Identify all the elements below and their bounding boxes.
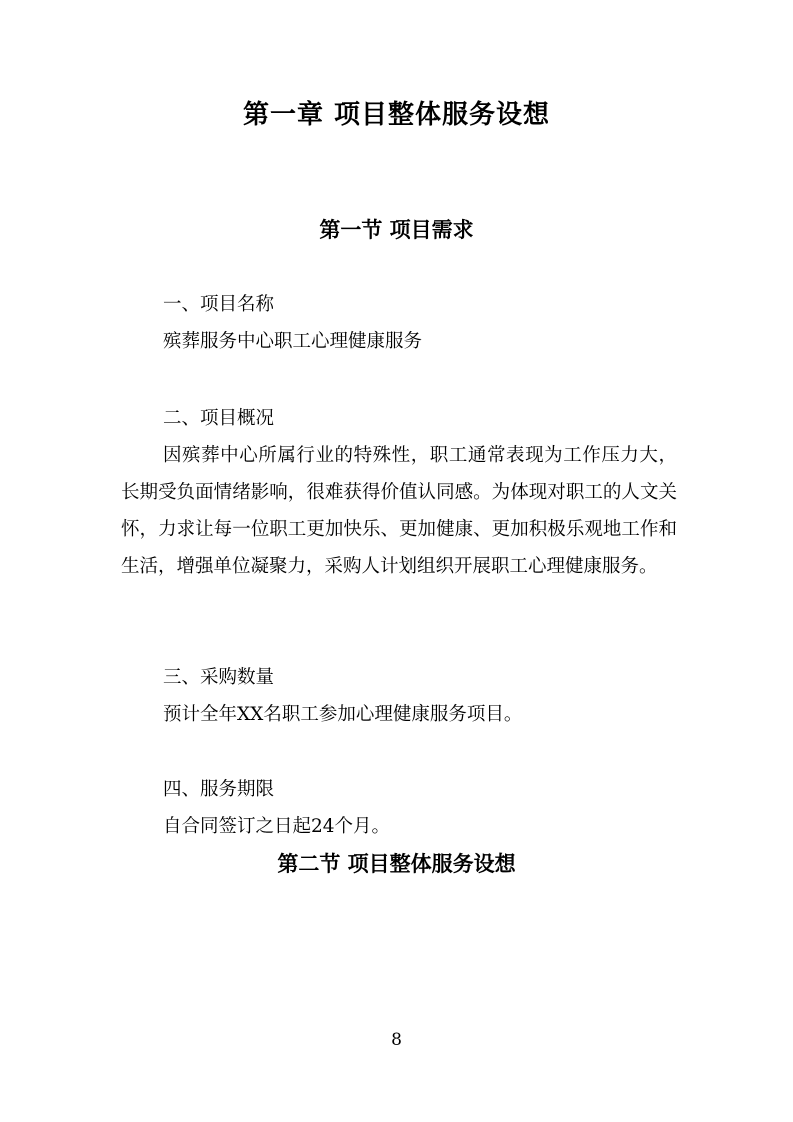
item-project-name: [121, 286, 677, 360]
item-text: 因殡葬中心所属行业的特殊性，职工通常表现为工作压力大，长期受负面情绪影响，很难获得价值认同感。为体现对职工的人文关怀，力求让每一位职工更加快乐、更加健康、更加积极乐观地工作和生活，增强单位凝聚力，采购人计划组织开展职工心理健康服务。: [121, 445, 677, 577]
item-project-overview: [121, 400, 677, 585]
item-heading: 二、项目概况: [163, 408, 275, 429]
item-heading: 一、项目名称: [163, 294, 275, 315]
item-purchase-quantity: [121, 659, 677, 733]
chapter-title: 第一章 项目整体服务设想: [242, 100, 551, 130]
page-number: 8: [391, 1030, 402, 1050]
section-title-1: 第一节 项目需求: [319, 217, 474, 242]
section-title-2: 第二节 项目整体服务设想: [277, 851, 516, 876]
item-heading: 四、服务期限: [163, 779, 275, 800]
item-heading: 三、采购数量: [163, 667, 275, 688]
item-text: 预计全年XX名职工参加心理健康服务项目。: [163, 704, 523, 725]
item-text: 殡葬服务中心职工心理健康服务: [163, 331, 423, 352]
item-text: 自合同签订之日起24个月。: [163, 816, 391, 837]
item-service-period: [121, 771, 677, 845]
